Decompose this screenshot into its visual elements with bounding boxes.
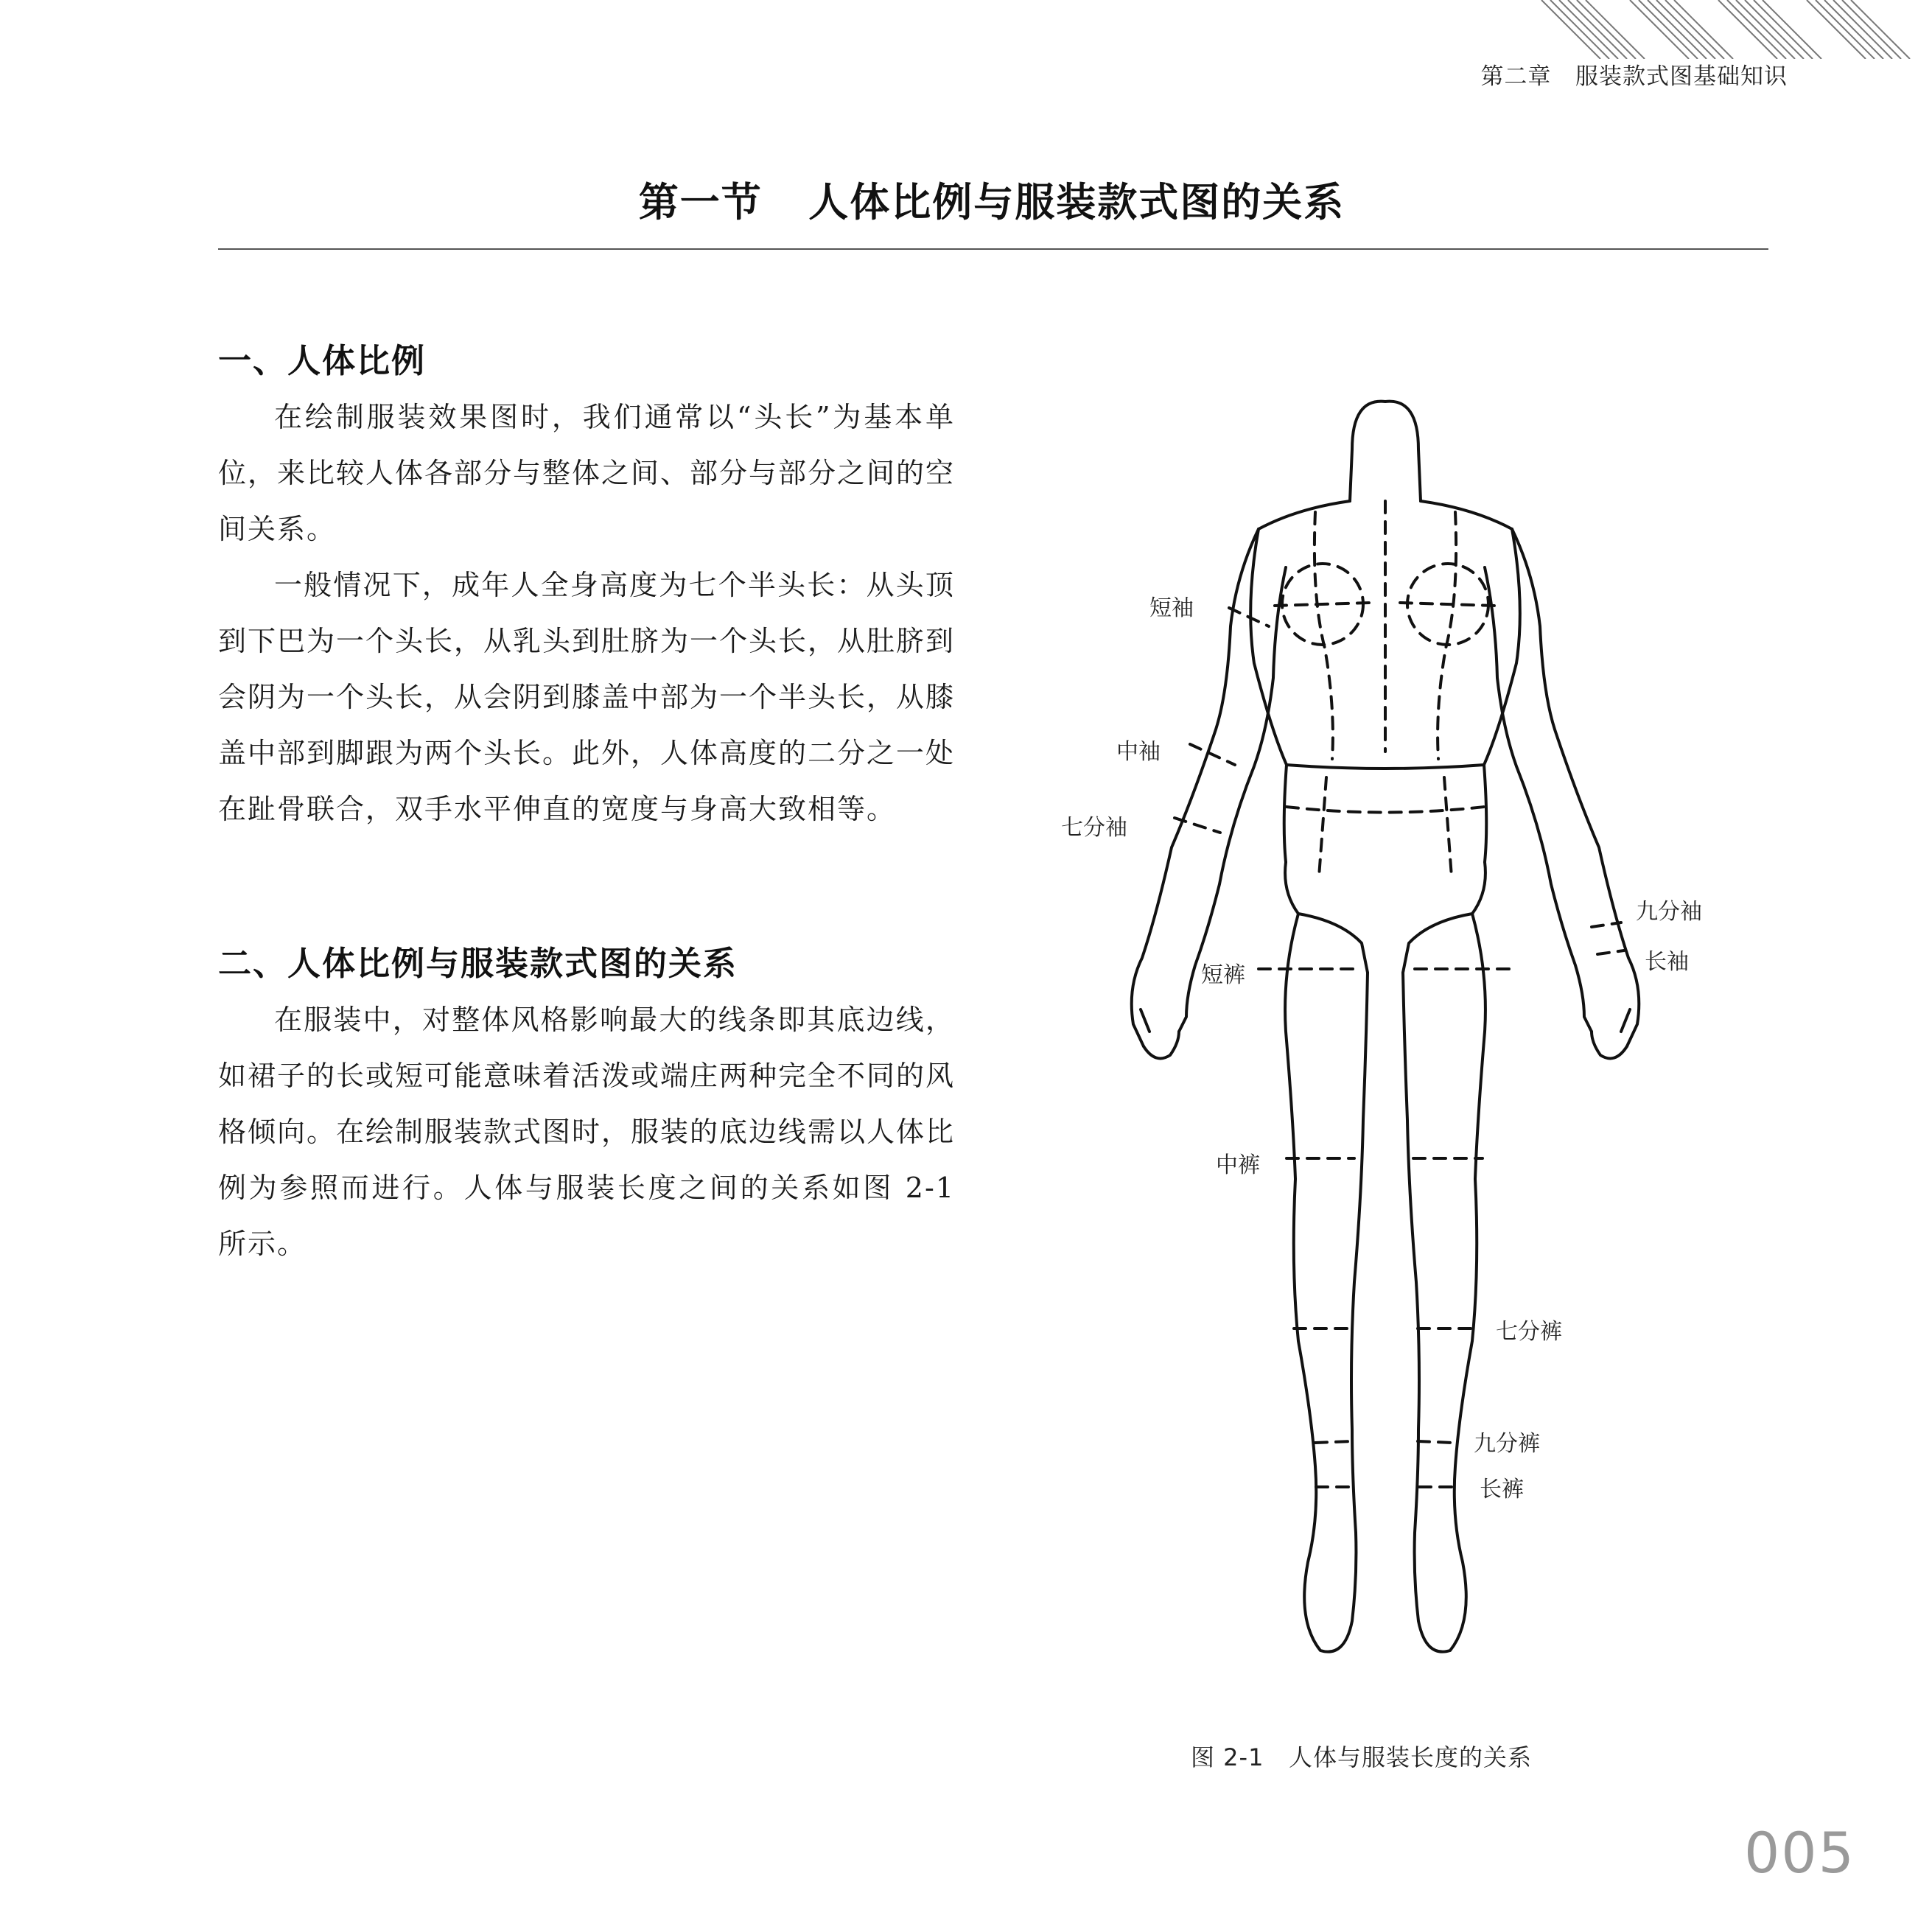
label-short-sleeve: 短袖 [1149, 595, 1194, 621]
label-long-sleeve: 长袖 [1645, 949, 1689, 975]
figure-caption [1191, 1739, 1532, 1773]
figure-body-garment-length [1061, 383, 1724, 1709]
corner-hatch-decoration [1534, 0, 1932, 59]
label-nine-tenths-pants: 九分裤 [1474, 1431, 1540, 1457]
label-nine-tenths-sleeve: 九分袖 [1636, 899, 1702, 925]
label-three-quarter-pants: 七分裤 [1496, 1319, 1562, 1345]
page-number: 005 [1743, 1820, 1855, 1886]
chapter-number: 第二章 [1480, 63, 1552, 90]
figure-caption-text: 人体与服装长度的关系 [1288, 1743, 1532, 1771]
label-three-quarter-sleeve: 七分袖 [1061, 815, 1127, 841]
part2-block [218, 936, 955, 1272]
part1-heading: 一、人体比例 [218, 341, 427, 380]
part2-paragraph-1: 在服装中，对整体风格影响最大的线条即其底边线，如裙子的长或短可能意味着活泼或端庄两种完全不同的风格倾向。在绘制服装款式图时，服装的底边线需以人体比例为参照而进行。人体与服装长度之间的关系如图 2-1 所示。 [218, 1004, 956, 1260]
label-shorts: 短裤 [1201, 962, 1245, 988]
label-long-pants: 长裤 [1480, 1477, 1524, 1502]
section-number: 第一节 [638, 179, 763, 225]
part1-block [218, 333, 955, 837]
part2-heading: 二、人体比例与服装款式图的关系 [218, 944, 738, 983]
label-mid-pants: 中裤 [1216, 1152, 1260, 1178]
section-title [218, 171, 1765, 228]
title-divider [218, 248, 1768, 250]
part1-paragraph-2: 一般情况下，成年人全身高度为七个半头长：从头顶到下巴为一个头长，从乳头到肚脐为一个头长，从肚脐到会阴为一个头长，从会阴到膝盖中部为一个半头长，从膝盖中部到脚跟为两个头长。此外，人体高度的二分之一处在趾骨联合，双手水平伸直的宽度与身高大致相等。 [218, 569, 956, 825]
section-title-text: 人体比例与服装款式图的关系 [808, 179, 1345, 225]
body-croquis-drawing [1061, 383, 1724, 1709]
figure-number: 图 2-1 [1191, 1743, 1264, 1771]
label-mid-sleeve: 中袖 [1116, 739, 1161, 765]
running-header [1480, 57, 1788, 91]
chapter-title: 服装款式图基础知识 [1575, 63, 1788, 90]
part1-paragraph-1: 在绘制服装效果图时，我们通常以“头长”为基本单位，来比较人体各部分与整体之间、部分与部分之间的空间关系。 [218, 401, 956, 545]
